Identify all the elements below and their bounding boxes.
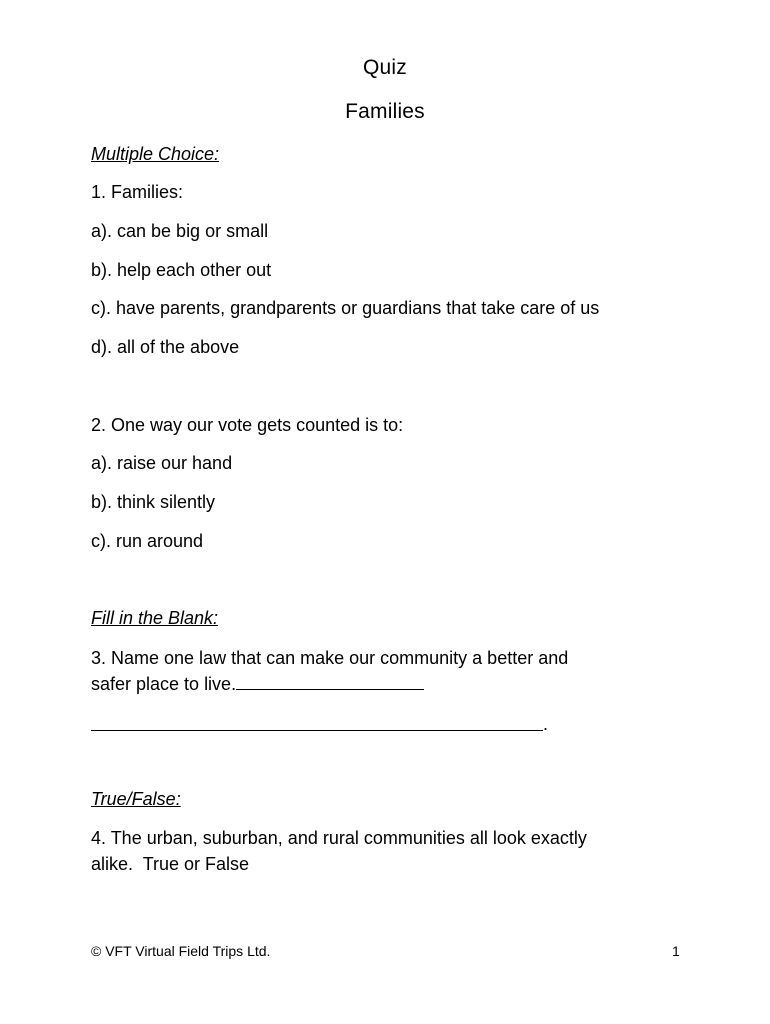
section-fill-in-the-blank: Fill in the Blank: (91, 608, 219, 628)
question-2-option-a: a). raise our hand (91, 453, 233, 473)
question-3-line-1: 3. Name one law that can make our community a better and (91, 648, 569, 668)
question-1-option-a: a). can be big or small (91, 221, 269, 241)
question-1: 1. Families: (91, 182, 184, 202)
footer-copyright: © VFT Virtual Field Trips Ltd. (91, 943, 271, 959)
question-3-line-2 (91, 674, 424, 695)
question-1-option-c: c). have parents, grandparents or guardians that take care of us (91, 298, 600, 318)
page-number: 1 (672, 943, 680, 959)
question-2: 2. One way our vote gets counted is to: (91, 415, 404, 435)
section-true-false: True/False: (91, 789, 181, 809)
question-1-option-d: d). all of the above (91, 337, 240, 357)
question-2-option-b: b). think silently (91, 492, 216, 512)
page-subtitle: Families (345, 100, 425, 123)
answer-blank-period: . (543, 714, 549, 734)
answer-blank-long[interactable] (91, 730, 543, 731)
section-multiple-choice: Multiple Choice: (91, 144, 220, 164)
question-2-option-c: c). run around (91, 531, 204, 551)
question-4-line-1: 4. The urban, suburban, and rural communities all look exactly (91, 828, 587, 848)
question-3-line-2-text: safer place to live. (91, 674, 237, 694)
page-title: Quiz (363, 56, 407, 79)
question-4-line-2: alike. True or False (91, 854, 250, 874)
question-1-option-b: b). help each other out (91, 260, 272, 280)
answer-blank-inline[interactable] (236, 688, 424, 690)
